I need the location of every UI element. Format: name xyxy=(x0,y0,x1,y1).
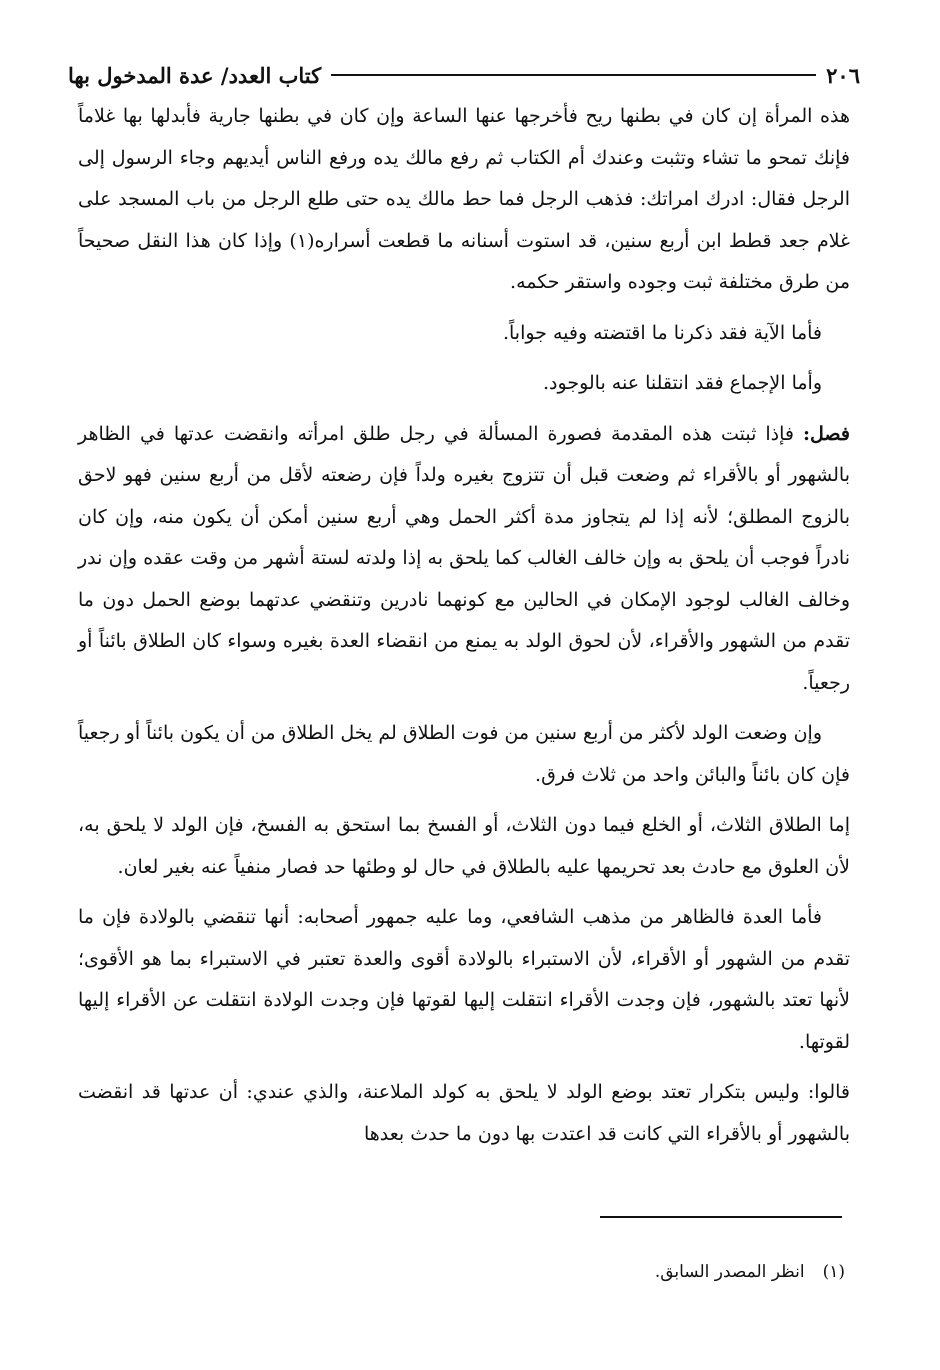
paragraph-2: فأما الآية فقد ذكرنا ما اقتضته وفيه جواباً. xyxy=(502,321,822,344)
paragraph-6: إما الطلاق الثلاث، أو الخلع فيما دون الثلاث، أو الفسخ بما استحق به الفسخ، فإن الولد لا يلحق به، لأن العلوق مع حادث بعد تحريمها عليه بالطلاق في حال لو وطئها حد فصار منفياً عنه بغير لعان. xyxy=(78,814,850,878)
paragraph-8: قالوا: وليس بتكرار تعتد بوضع الولد لا يلحق به كولد الملاعنة، والذي عندي: أن عدتها قد انقضت بالشهور أو بالأقراء التي كانت قد اعتدت بها دون ما حدث بعدها xyxy=(78,1081,850,1145)
page-number: ٢٠٦ xyxy=(826,62,860,88)
footnote-text: انظر المصدر السابق. xyxy=(654,1262,805,1282)
paragraph-fasl xyxy=(78,414,850,705)
footnote-rule xyxy=(600,1216,842,1218)
fasl-label: فصل: xyxy=(803,422,850,445)
paragraph-1: هذه المرأة إن كان في بطنها ريح فأخرجها عنها الساعة وإن كان في بطنها جارية فأبدلها بها غلاماً فإنك تمحو ما تشاء وتثبت وعندك أم الكتاب ثم رفع مالك يده ورفع الناس أيديهم وجاء الرسول إلى الرجل فقال: ادرك امراتك: فذهب الرجل فما حط مالك يده حتى طلع الرجل من باب المسجد على غلام جعد قطط ابن أربع سنين، قد استوت أسنانه ما قطعت أسراره(١) وإذا كان هذا النقل صحيحاً من طرق مختلفة ثبت وجوده واستقر حكمه. xyxy=(78,105,850,293)
paragraph-fasl-text: فإذا ثبتت هذه المقدمة فصورة المسألة في رجل طلق امرأته وانقضت عدتها في الظاهر بالشهور أو بالأقراء ثم وضعت قبل أن تتزوج بغيره ولداً فإن رضعته لأقل من أربع سنين فهو لاحق بالزوج المطلق؛ لأنه إذا لم يتجاوز مدة أكثر الحمل وهي أربع سنين أمكن أن يكون منه، وإن كان نادراً فوجب أن يلحق به وإن خالف الغالب كما يلحق به إذا ولدته لستة أشهر من وقت عقده وإن ندر وخالف الغالب لوجود الإمكان في الحالين مع كونهما نادرين وتنقضي عدتهما بوضع الحمل دون ما تقدم من الشهور والأقراء، لأن لحوق الولد به يمنع من انقضاء العدة بغيره وسواء كان الطلاق بائناً أو رجعياً. xyxy=(78,422,850,694)
paragraph-7: فأما العدة فالظاهر من مذهب الشافعي، وما عليه جمهور أصحابه: أنها تنقضي بالولادة فإن ما تقدم من الشهور أو الأقراء، لأن الاستبراء بالولادة أقوى والعدة تعتبر في الاستبراء بما هو الأقوى؛ لأنها تعتد بالشهور، فإن وجدت الأقراء انتقلت إليها لقوتها فإن وجدت الولادة انتقلت عن الأقراء إليها لقوتها. xyxy=(78,906,850,1053)
footnote-marker: (١) xyxy=(822,1262,845,1282)
footnote xyxy=(655,1262,845,1282)
main-text xyxy=(78,96,850,1164)
paragraph-5: وإن وضعت الولد لأكثر من أربع سنين من فوت الطلاق لم يخل الطلاق من أن يكون بائناً أو رجعياً فإن كان بائناً والبائن واحد من ثلاث فرق. xyxy=(78,722,850,786)
page-header xyxy=(68,58,860,92)
header-rule xyxy=(331,74,816,76)
running-title: كتاب العدد/ عدة المدخول بها xyxy=(68,62,322,88)
paragraph-3: وأما الإجماع فقد انتقلنا عنه بالوجود. xyxy=(543,372,822,394)
